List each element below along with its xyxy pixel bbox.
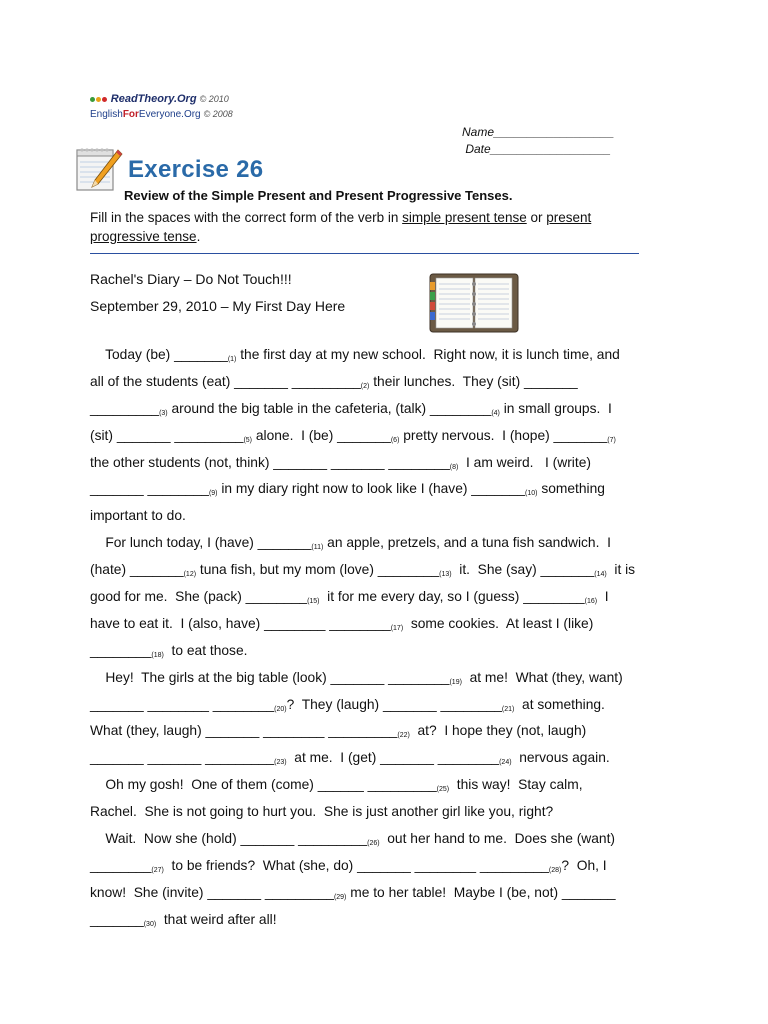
- blank-number: (16): [584, 598, 598, 606]
- passage-line: [90, 503, 690, 530]
- blank-number: (29): [333, 893, 347, 901]
- passage-line: [90, 423, 690, 450]
- englishforeveryone-line: [90, 107, 233, 122]
- simple-present-link[interactable]: simple present tense: [402, 210, 527, 225]
- passage-line: [90, 826, 690, 853]
- blank-number: (19): [449, 678, 462, 686]
- passage-line: [90, 557, 690, 584]
- passage-text: an apple, pretzels, and a tuna fish sandwich. I: [323, 535, 611, 551]
- brand-header: [90, 92, 233, 122]
- blank-number: (11): [311, 544, 324, 552]
- passage-text: all of the students (eat) _______ _________: [90, 373, 361, 389]
- blank-number: (1): [227, 356, 237, 363]
- passage-text: Oh my gosh! One of them (come) ______ _________: [90, 777, 437, 793]
- passage-text: it. She (say) _______: [451, 562, 595, 578]
- passage-text: know! She (invite) _______ _________: [90, 884, 334, 900]
- blank-number: (10): [525, 490, 538, 498]
- name-field[interactable]: Name__________________: [462, 125, 615, 139]
- blank-number: (20): [274, 705, 287, 713]
- blank-number: (14): [594, 571, 607, 579]
- blank-number: (22): [397, 732, 410, 740]
- passage-line: [90, 745, 690, 772]
- red-dot-icon: [102, 97, 107, 102]
- passage-text: ________: [90, 857, 152, 873]
- englishforeveryone-year: © 2008: [203, 109, 233, 119]
- passage-text: Wait. Now she (hold) _______ _________: [90, 831, 368, 847]
- blank-number: (13): [439, 571, 452, 579]
- blank-number: (30): [143, 920, 157, 928]
- present-progressive-link[interactable]: present progressive tense: [90, 210, 592, 244]
- passage-text: _______ ________: [90, 481, 209, 497]
- blank-number: (15): [307, 598, 320, 606]
- readtheory-logo[interactable]: ReadTheory.Org: [110, 93, 197, 105]
- passage-text: good for me. She (pack) ________: [90, 589, 308, 605]
- passage-text: in my diary right now to look like I (have) _______: [217, 481, 526, 497]
- blank-number: (3): [159, 409, 168, 417]
- passage-text: that weird after all!: [156, 911, 277, 927]
- open-diary-icon: [428, 272, 520, 334]
- blank-number: (21): [501, 705, 515, 713]
- blank-number: (24): [499, 759, 512, 767]
- blank-number: (4): [491, 409, 500, 417]
- passage-text: (hate) _______: [90, 562, 184, 578]
- readtheory-line: [90, 92, 233, 107]
- passage-text: _______: [90, 911, 144, 927]
- passage-text: important to do.: [90, 508, 186, 524]
- passage-text: alone. I (be) _______: [252, 427, 391, 443]
- passage-text: it for me every day, so I (guess) ________: [319, 589, 585, 605]
- blank-number: (7): [607, 436, 616, 444]
- englishforeveryone-logo[interactable]: EnglishForEveryone.Org: [90, 109, 201, 120]
- divider: [90, 253, 639, 254]
- passage-text: I: [597, 589, 609, 605]
- exercise-title: Exercise 26: [128, 156, 264, 183]
- passage-text: the other students (not, think) _______ _______ ________: [90, 454, 450, 470]
- passage-line: [90, 853, 690, 880]
- passage-text: ________: [90, 642, 152, 658]
- passage-text: this way! Stay calm,: [449, 777, 583, 793]
- passage-line: [90, 907, 690, 934]
- passage-text: in small groups. I: [499, 400, 612, 416]
- passage-text: What (they, laugh) _______ ________ _________: [90, 723, 398, 739]
- blank-number: (17): [390, 624, 404, 632]
- exercise-subtitle: Review of the Simple Present and Present Progressive Tenses.: [124, 188, 513, 203]
- diary-date: September 29, 2010 – My First Day Here: [90, 298, 346, 314]
- passage-line: [90, 638, 690, 665]
- green-dot-icon: [90, 97, 95, 102]
- passage-text: tuna fish, but my mom (love) ________: [196, 562, 440, 578]
- passage-text: have to eat it. I (also, have) ________ ________: [90, 615, 391, 631]
- passage-text: _________: [90, 400, 160, 416]
- blank-number: (26): [367, 840, 380, 848]
- notepad-pencil-icon: [74, 144, 124, 194]
- blank-number: (23): [274, 759, 287, 767]
- passage-text: the first day at my new school. Right now, it is lunch time, and: [236, 347, 620, 362]
- passage-line: [90, 799, 690, 826]
- blank-number: (27): [151, 866, 164, 874]
- readtheory-year: © 2010: [199, 94, 229, 104]
- passage-text: nervous again.: [511, 750, 610, 766]
- blank-number: (6): [390, 436, 400, 444]
- diary-heading: [90, 266, 345, 320]
- passage-text: some cookies. At least I (like): [403, 615, 594, 631]
- passage-text: _______ _______ _________: [90, 750, 275, 766]
- passage-line: [90, 665, 690, 692]
- passage-line: [90, 476, 690, 503]
- passage-text: out her hand to me. Does she (want): [379, 831, 616, 847]
- blank-number: (8): [449, 463, 459, 471]
- passage-line: [90, 692, 690, 719]
- instructions: Fill in the spaces with the correct form of the verb in simple present tense or present progressive tense.: [90, 210, 592, 244]
- blank-number: (18): [151, 651, 164, 659]
- passage-text: to eat those.: [163, 642, 248, 658]
- passage-line: [90, 530, 690, 557]
- date-field[interactable]: Date__________________: [462, 142, 611, 156]
- passage-line: [90, 718, 690, 745]
- passage-line: [90, 611, 690, 638]
- passage-text: it is: [606, 562, 636, 578]
- diary-title: Rachel's Diary – Do Not Touch!!!: [90, 271, 292, 287]
- blank-number: (12): [183, 571, 197, 579]
- diary-passage: [90, 342, 690, 934]
- passage-line: [90, 880, 690, 907]
- passage-line: [90, 396, 690, 423]
- passage-text: me to her table! Maybe I (be, not) _______: [346, 884, 616, 900]
- passage-text: at me! What (they, want): [461, 669, 623, 685]
- passage-text: Rachel. She is not going to hurt you. She is just another girl like you, right?: [90, 804, 554, 820]
- passage-line: [90, 450, 690, 477]
- passage-text: their lunches. They (sit) _______: [369, 373, 578, 389]
- passage-text: _______ ________ ________: [90, 696, 275, 712]
- passage-text: For lunch today, I (have) _______: [90, 535, 312, 551]
- passage-text: pretty nervous. I (hope) _______: [399, 427, 608, 443]
- passage-text: Today (be) _______: [90, 347, 228, 362]
- passage-text: to be friends? What (she, do) _______ ________ _________: [163, 857, 549, 873]
- passage-line: [90, 369, 690, 396]
- passage-text: ? Oh, I: [561, 857, 607, 873]
- blank-number: (25): [436, 786, 450, 794]
- passage-text: (sit) _______ _________: [90, 427, 244, 443]
- passage-text: at something.: [514, 696, 605, 712]
- passage-text: I am weird. I (write): [458, 454, 591, 470]
- passage-text: around the big table in the cafeteria, (talk) ________: [167, 400, 492, 416]
- yellow-dot-icon: [96, 97, 101, 102]
- blank-number: (2): [360, 382, 370, 390]
- name-date-block: [462, 124, 614, 158]
- passage-text: Hey! The girls at the big table (look) _______ ________: [90, 669, 450, 685]
- passage-line: [90, 772, 690, 799]
- passage-text: at me. I (get) _______ ________: [286, 750, 500, 766]
- blank-number: (5): [243, 436, 252, 444]
- passage-line: [90, 584, 690, 611]
- blank-number: (9): [208, 490, 218, 498]
- passage-text: at? I hope they (not, laugh): [409, 723, 587, 739]
- passage-text: something: [537, 481, 605, 497]
- passage-line: [90, 342, 690, 369]
- blank-number: (28): [548, 866, 562, 874]
- passage-text: ? They (laugh) _______ ________: [286, 696, 502, 712]
